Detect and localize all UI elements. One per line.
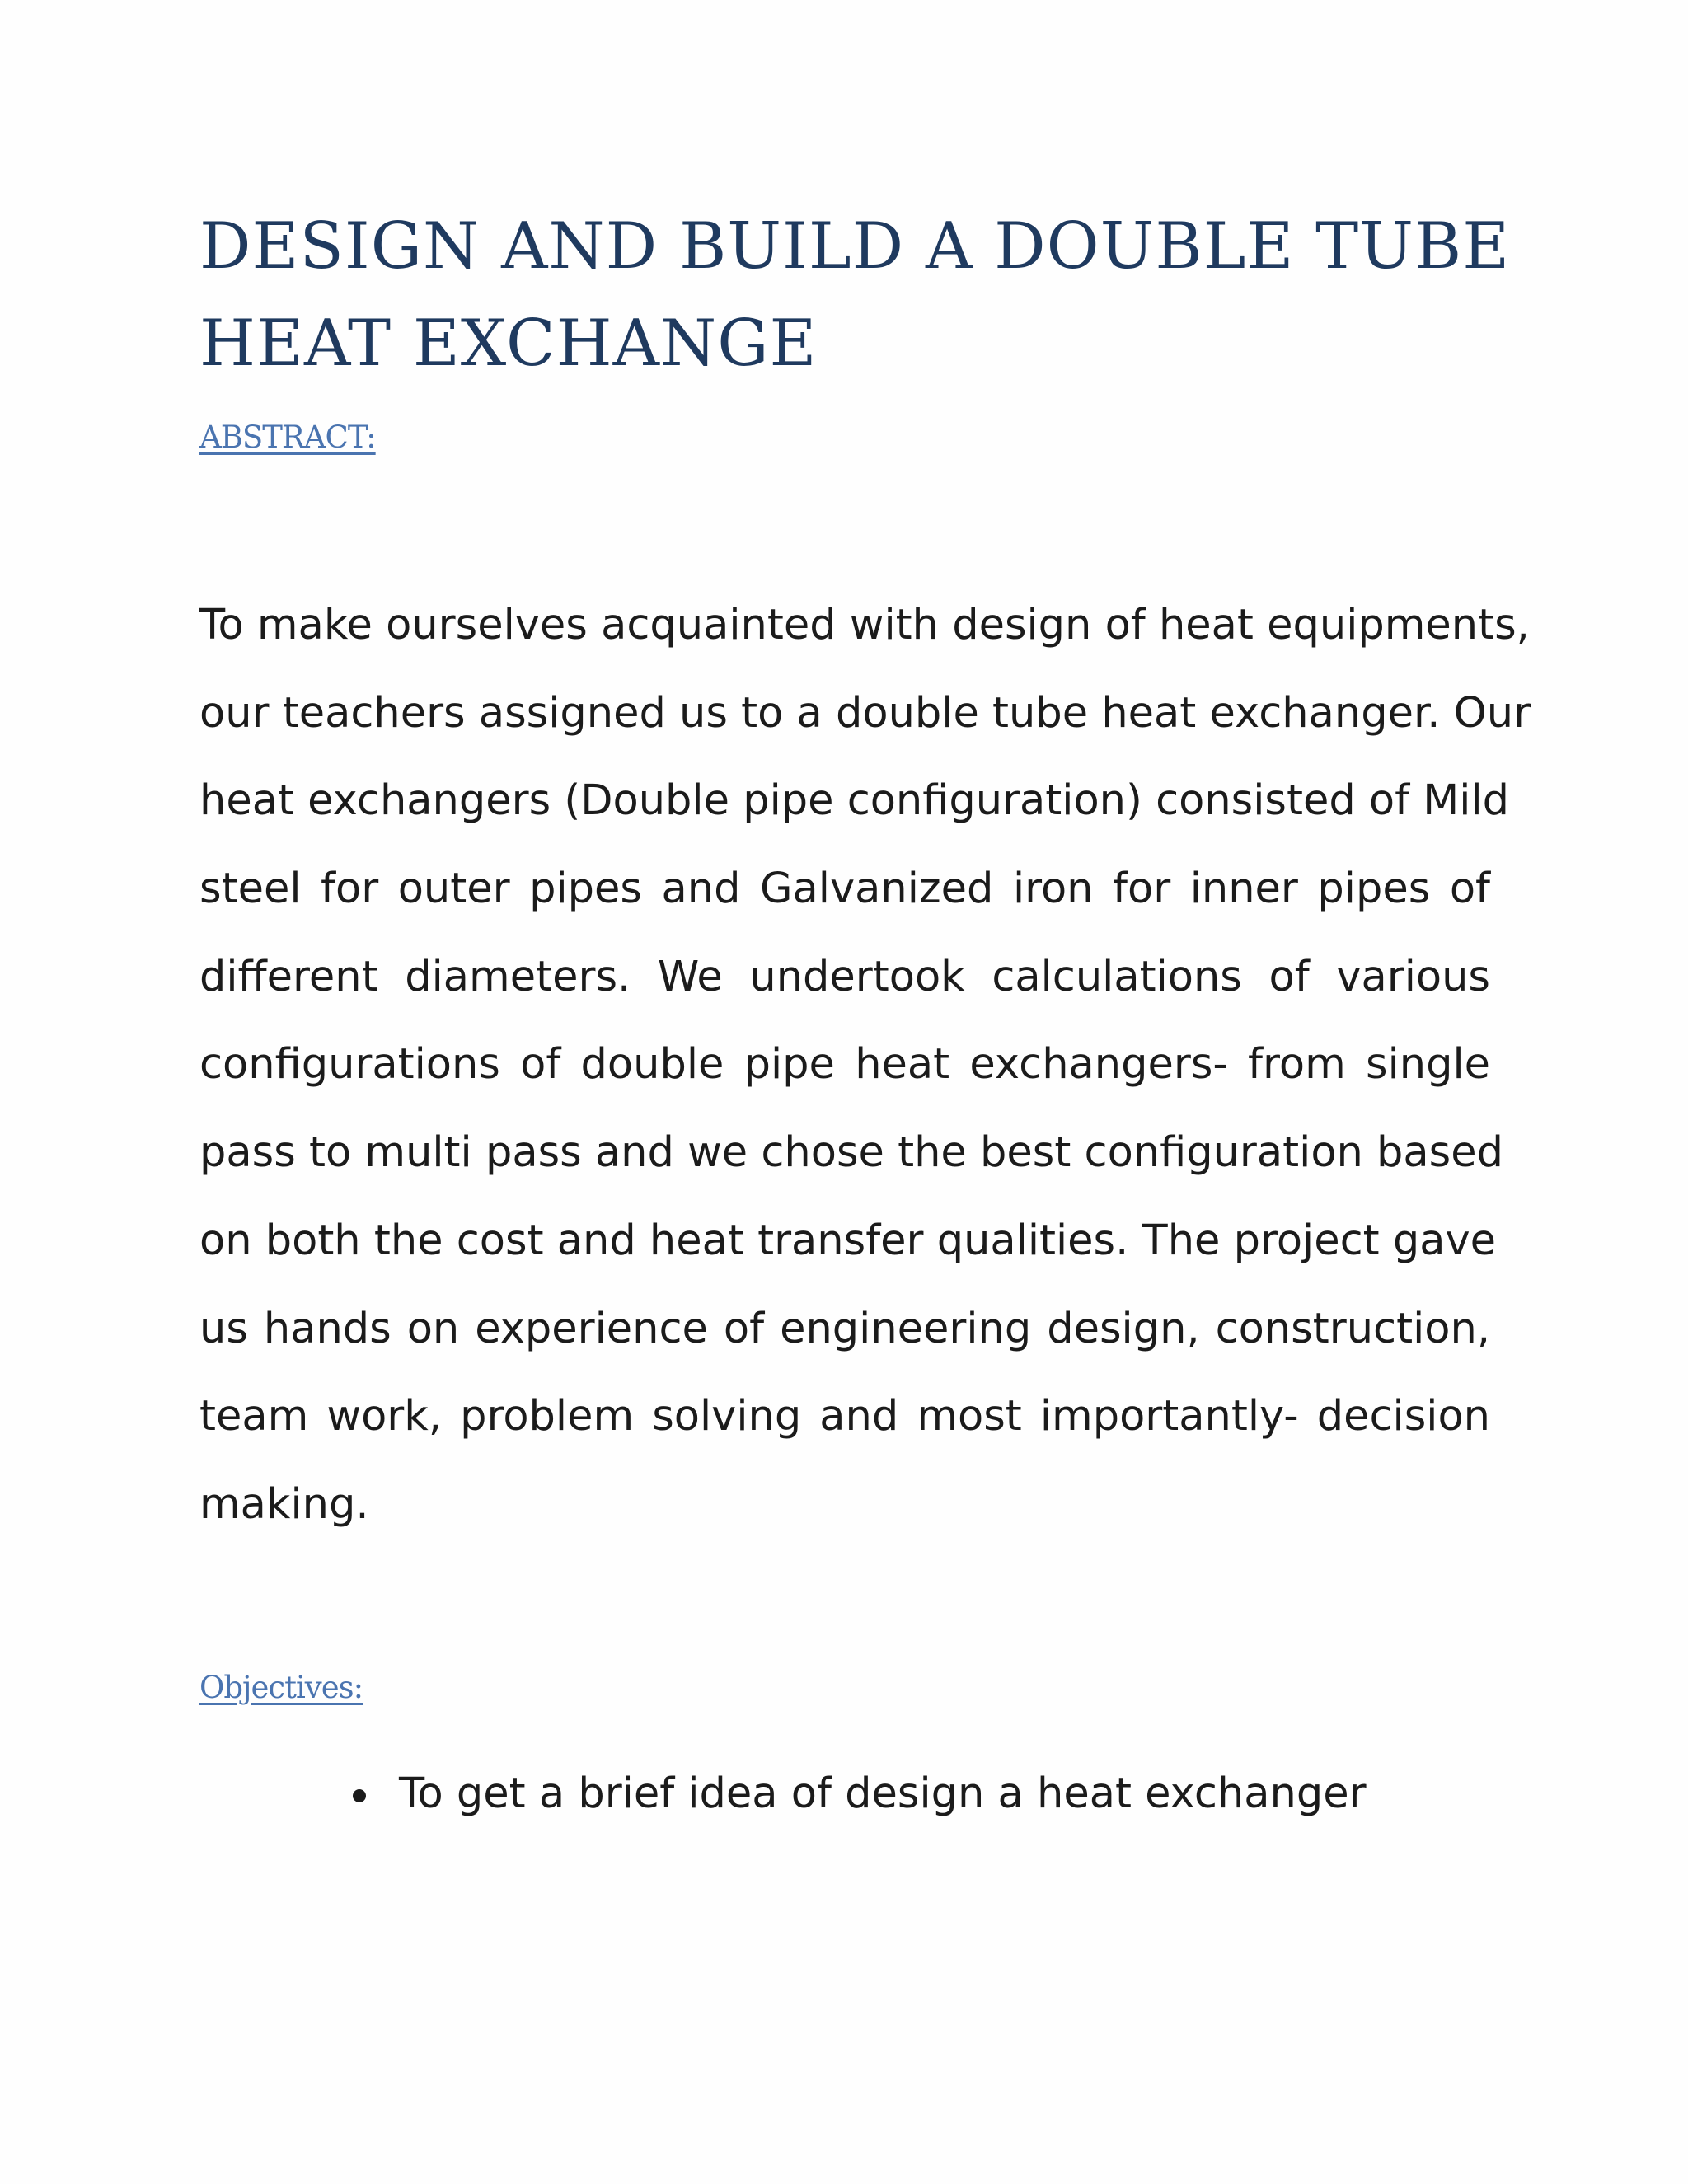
objective-item (346, 1750, 1367, 1838)
title-line-1: DESIGN AND BUILD A DOUBLE TUBE (199, 209, 1511, 284)
abstract-line: team work, problem solving and most importantly- decision (199, 1392, 1490, 1441)
abstract-line: on both the cost and heat transfer qualities. The project gave (199, 1216, 1497, 1265)
objectives-heading: Objectives: (199, 1670, 363, 1705)
title-line-2: HEAT EXCHANGE (199, 307, 818, 381)
bullet-icon (353, 1789, 366, 1802)
abstract-heading: ABSTRACT: (199, 419, 376, 455)
abstract-line: pass to multi pass and we chose the best configuration based (199, 1128, 1503, 1178)
abstract-line: making. (199, 1479, 369, 1529)
abstract-line: steel for outer pipes and Galvanized iron for inner pipes of (199, 865, 1490, 914)
abstract-line: configurations of double pipe heat exchangers- from single (199, 1040, 1490, 1090)
abstract-line: our teachers assigned us to a double tube heat exchanger. Our (199, 688, 1531, 738)
abstract-line: different diameters. We undertook calculations of various (199, 952, 1490, 1001)
abstract-paragraph (199, 582, 1531, 1549)
abstract-line: heat exchangers (Double pipe configuration) consisted of Mild (199, 776, 1510, 826)
objective-text: To get a brief idea of design a heat exchanger (399, 1769, 1367, 1818)
abstract-line: To make ourselves acquainted with design of heat equipments, (199, 601, 1530, 649)
objectives-list (346, 1750, 1367, 1838)
abstract-line: us hands on experience of engineering design, construction, (199, 1304, 1490, 1353)
document-title (199, 198, 1518, 392)
